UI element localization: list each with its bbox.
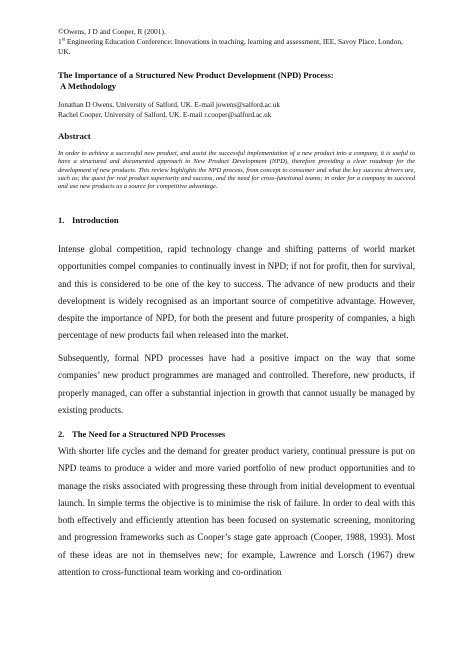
citation-line: ©Owens, J D and Cooper, R (2001). bbox=[58, 27, 166, 36]
ordinal-superscript: st bbox=[61, 37, 66, 43]
title-line-2: A Methodology bbox=[60, 81, 117, 91]
section-title: The Need for a Structured NPD Processes bbox=[72, 429, 226, 439]
citation-header bbox=[58, 27, 415, 57]
section-heading-need-for-npd bbox=[58, 429, 225, 439]
conference-details: Engineering Education Conference: Innovations in teaching, learning and assessment, IEE, Savoy Place, London, UK. bbox=[58, 37, 403, 56]
conference-line bbox=[58, 37, 415, 57]
abstract-heading: Abstract bbox=[58, 131, 91, 141]
paragraph: With shorter life cycles and the demand for greater product variety, continual pressure is put on NPD teams to produce a wider and more varied portfolio of new product opportunities and to manage the risks associated with progressing these through from initial development to eventual launch. In simple terms the objective is to minimise the risk of failure. In order to deal with this both effectively and efficiently attention has been focused on systematic screening, monitoring and progression frameworks such as Cooper’s stage gate approach (Cooper, 1988, 1993). Most of these ideas are not in themselves new; for example, Lawrence and Lorsch (1967) drew attention to cross-functional team working and co-ordination bbox=[58, 446, 415, 578]
paragraph: Intense global competition, rapid technology change and shifting patterns of world market opportunities compel companies to continually invest in NPD; if not for profit, then for survival, and this is considered to be one of the key to success. The advance of new products and their development is widely recognised as an important source of competitive advantage. However, despite the importance of NPD, for both the present and future prosperity of companies, a high percentage of new products fail when released into the market. bbox=[58, 244, 415, 341]
section-title: Introduction bbox=[72, 215, 119, 225]
author-1: Jonathan D Owens, University of Salford, UK. E-mail jowens@salford.ac.uk bbox=[58, 101, 280, 109]
abstract-text: In order to achieve a successful new product, and assist the successful implementation of a new product into a company, it is useful to have a structured and documented approach to New Product Development (NPD), therefore providing a clear roadmap for the development of new products. This review highlights the NPD process, from concept to consumer and what the key success drivers are, such as; the quest for real product superiority and success, and the need for cross-functional teams; in order for a company to succeed and use new products as a source for competitive advantage. bbox=[58, 150, 415, 191]
section-number: 1. bbox=[58, 215, 65, 225]
conference-ordinal: 1 bbox=[58, 37, 62, 46]
paragraph: Subsequently, formal NPD processes have had a positive impact on the way that some companies’ new product programmes are managed and controlled. Therefore, new products, if properly managed, can offer a substantial injection in growth that cannot usually be managed by existing products. bbox=[58, 353, 415, 415]
section-number: 2. bbox=[58, 429, 65, 439]
paper-title bbox=[58, 70, 418, 92]
title-line-1: The Importance of a Structured New Product Development (NPD) Process: bbox=[58, 70, 334, 80]
section-heading-introduction bbox=[58, 215, 119, 225]
author-list bbox=[58, 100, 415, 120]
author-2: Rachel Cooper, University of Salford, UK. E-mail r.cooper@salford.ac.uk bbox=[58, 111, 272, 119]
